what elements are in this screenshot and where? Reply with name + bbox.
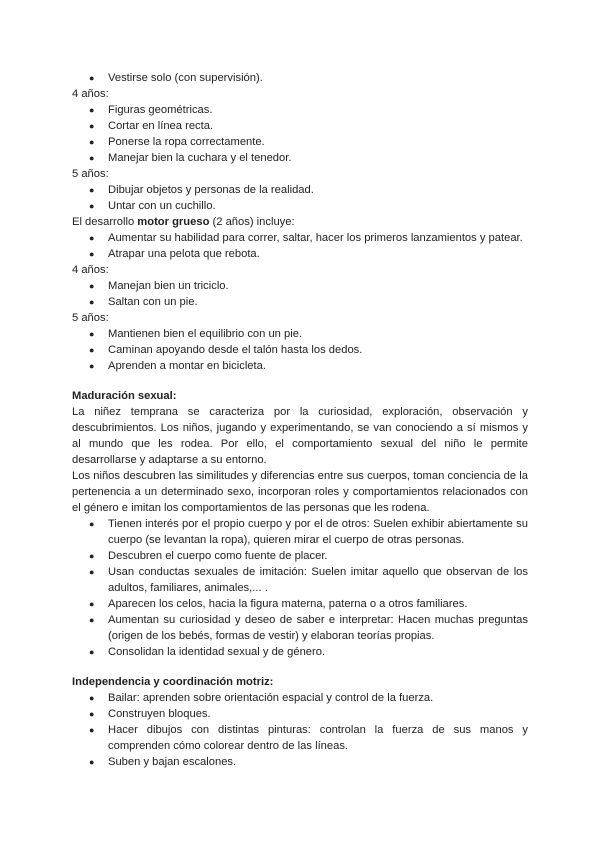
bullet-icon: ● [89,249,95,259]
bullet-icon: ● [89,185,95,195]
list-item: ● Hacer dibujos con distintas pinturas: controlan la fuerza de sus manos y comprenden cómo colorear dentro de las líneas. [89,724,528,752]
bullet-icon: ● [89,693,95,703]
age-label: 4 años: [72,88,109,100]
age-label: 4 años: [72,264,109,276]
bullet-icon: ● [89,297,95,307]
sexual-paragraph-2: Los niños descubren las similitudes y diferencias entre sus cuerpos, toman conciencia de la pertenencia a un determinado sexo, incorporan roles y comportamientos relacionados con el género e imitan los comportamientos de las personas que les rodena. [72,470,528,514]
bullet-icon: ● [89,647,95,657]
list-item: ● Saltan con un pie. [89,296,198,308]
list-item: ● Atrapar una pelota que rebota. [89,248,260,260]
list-motor [72,230,528,262]
list-independence [72,690,528,770]
bullet-icon: ● [89,757,95,767]
bullet-icon: ● [89,709,95,719]
list-item: ● Aprenden a montar en bicicleta. [89,360,266,372]
age-label: 5 años: [72,312,109,324]
list-item: ● Construyen bloques. [89,708,211,720]
bullet-icon: ● [89,551,95,561]
independence-heading: Independencia y coordinación motriz: [72,676,274,688]
list-item: ● Ponerse la ropa correctamente. [89,136,265,148]
bullet-icon: ● [89,519,95,529]
bullet-icon: ● [89,233,95,243]
list-item: ● Usan conductas sexuales de imitación: Suelen imitar aquello que observan de los adultos, familiares, animales,... . [89,566,528,594]
list-item: ● Figuras geométricas. [89,104,213,116]
sexual-paragraph-1: La niñez temprana se caracteriza por la curiosidad, exploración, observación y descubrimientos. Los niños, jugando y experimentando, se van conociendo a sí mismos y al mundo que les rodea. Por ello, el comportamiento sexual del niño le permite desarrollarse y adaptarse a su entorno. [72,406,528,466]
list-item: ● Vestirse solo (con supervisión). [89,72,263,84]
age-label: 5 años: [72,168,109,180]
list-age5a [72,182,528,214]
list-item: ● Untar con un cuchillo. [89,200,216,212]
bullet-icon: ● [89,73,95,83]
bullet-icon: ● [89,201,95,211]
motor-bold: motor grueso [137,216,210,228]
bullet-icon: ● [89,725,95,735]
list-item: ● Consolidan la identidad sexual y de género. [89,646,326,658]
list-item: ● Mantienen bien el equilibrio con un pie. [89,328,303,340]
list-age5b [72,326,528,374]
list-item: ● Aumentan su curiosidad y deseo de saber e interpretar: Hacen muchas preguntas (origen de los bebés, formas de vestir) y elaboran teorías propias. [89,614,528,642]
list-item: ● Bailar: aprenden sobre orientación espacial y control de la fuerza. [89,692,434,704]
bullet-icon: ● [89,599,95,609]
list-item: ● Caminan apoyando desde el talón hasta los dedos. [89,344,363,356]
list-item: ● Aparecen los celos, hacia la figura materna, paterna o a otros familiares. [89,598,468,610]
list-item: ● Dibujar objetos y personas de la realidad. [89,184,314,196]
bullet-icon: ● [89,615,95,625]
bullet-icon: ● [89,361,95,371]
bullet-icon: ● [89,329,95,339]
list-item: ● Aumentar su habilidad para correr, saltar, hacer los primeros lanzamientos y patear. [89,232,523,244]
list-age4a [72,102,528,166]
bullet-icon: ● [89,567,95,577]
motor-intro: El desarrollo motor grueso (2 años) incluye: [72,216,295,228]
bullet-icon: ● [89,153,95,163]
bullet-icon: ● [89,121,95,131]
bullet-icon: ● [89,137,95,147]
list-item: ● Suben y bajan escalones. [89,756,237,768]
sexual-heading: Maduración sexual: [72,390,177,402]
list-item: ● Descubren el cuerpo como fuente de placer. [89,550,328,562]
list-item: ● Manejan bien un triciclo. [89,280,229,292]
list-sexual [72,516,528,660]
list-block1 [72,70,528,86]
list-item: ● Tienen interés por el propio cuerpo y por el de otros: Suelen exhibir abiertamente su cuerpo (se levantan la ropa), quieren mirar el cuerpo de otras personas. [89,518,528,546]
bullet-icon: ● [89,281,95,291]
list-item: ● Manejar bien la cuchara y el tenedor. [89,152,292,164]
bullet-icon: ● [89,105,95,115]
list-item: ● Cortar en línea recta. [89,120,214,132]
document-page [72,70,528,770]
list-age4b [72,278,528,310]
bullet-icon: ● [89,345,95,355]
